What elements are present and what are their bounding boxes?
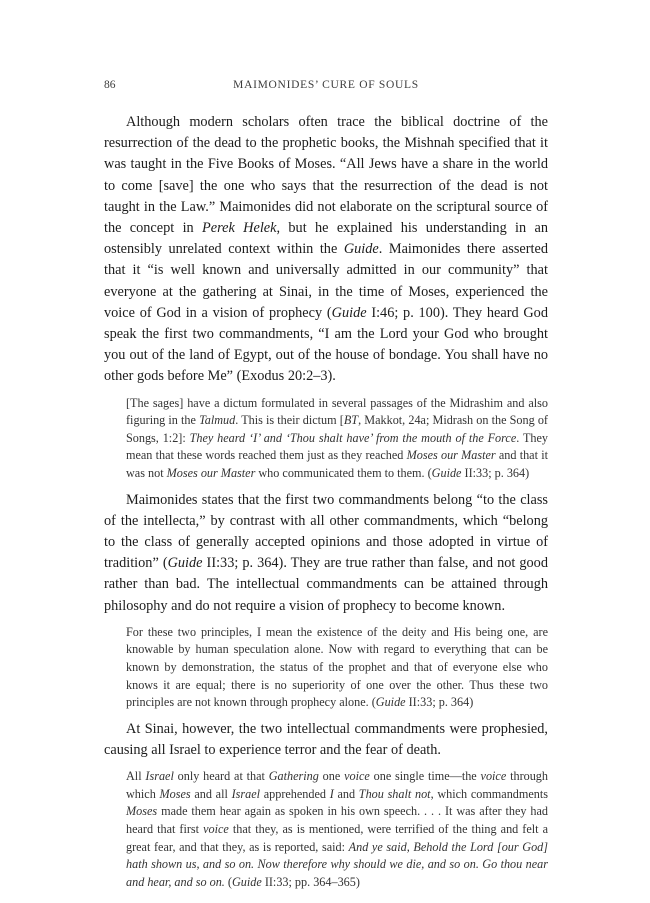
- text-run: All: [126, 769, 146, 784]
- text-run: one: [318, 769, 345, 784]
- text-run: made them hear again as spoken in his own speech. . . . It was after they had heard that first: [126, 804, 548, 836]
- text-run: Moses: [159, 786, 191, 801]
- text-run: Thou shalt not: [358, 786, 431, 801]
- text-run: Talmud: [199, 413, 236, 428]
- text-run: . Maimonides there asserted that it “is well known and universally admitted in our community” that everyone at the gathering at Sinai, in the time of Moses, experienced the voice of God in a vision of prophecy (: [104, 241, 548, 321]
- text-run: , but he explained his understanding in an ostensibly unrelated context within the: [104, 220, 549, 258]
- text-run: and that it was not: [126, 448, 548, 481]
- text-run: II:33; pp. 364–365): [261, 874, 360, 889]
- text-run: They heard ‘I’ and ‘Thou shalt have’ from the mouth of the Force: [189, 430, 517, 445]
- text-run: And ye said, Behold the Lord [our God] hath shown us, and so on. Now therefore why should we die, and so on. Go thou near and hear, and so on.: [126, 839, 548, 889]
- text-run: Moses our Master: [166, 466, 256, 481]
- text-run: Israel: [145, 769, 174, 784]
- text-run: and: [333, 786, 359, 801]
- text-run: Guide: [331, 304, 367, 321]
- text-run: . This is their dictum [: [235, 413, 344, 428]
- text-run: Guide: [343, 241, 379, 258]
- text-run: Perek Helek: [202, 220, 277, 237]
- text-run: Moses our Master: [406, 448, 496, 463]
- text-run: II:33; p. 364): [405, 695, 474, 710]
- page-body: [104, 112, 548, 898]
- text-run: I:46; p. 100). They heard God speak the first two commandments, “I am the Lord your God who brought you out of the land of Egypt, out of the house of bondage. You shall have no other gods before Me” (Exodus 20:2–3).: [104, 304, 548, 385]
- text-run: Israel: [231, 786, 261, 801]
- text-run: Guide: [167, 555, 203, 572]
- text-run: II:33; p. 364). They are true rather than false, and not good rather than bad. The intellectual commandments can be attained through philosophy and do not require a vision of prophecy to become known.: [104, 555, 548, 614]
- text-run: . They mean that these words reached them just as they reached: [126, 430, 548, 463]
- text-run: , Makkot, 24a; Midrash on the Song of Songs, 1:2]:: [126, 413, 548, 445]
- running-header: [104, 79, 548, 95]
- text-run: [The sages] have a dictum formulated in several passages of the Midrashim and also figuring in the: [126, 395, 548, 428]
- block-quote-3: [126, 768, 548, 891]
- text-run: Guide: [431, 466, 462, 481]
- paragraph-2: [104, 490, 548, 617]
- block-quote-2: [126, 624, 548, 712]
- text-run: and all: [190, 786, 232, 801]
- text-run: II:33; p. 364): [461, 466, 530, 481]
- paragraph-1: [104, 112, 548, 388]
- text-run: Moses: [126, 804, 158, 819]
- text-run: that they, as is mentioned, were terrified of the thing and felt a great fear, and that they, as is reported, said:: [126, 821, 548, 854]
- text-run: , which commandments: [430, 786, 548, 801]
- text-run: one single time—the: [369, 769, 481, 784]
- text-run: voice: [344, 769, 370, 784]
- text-run: BT: [343, 413, 359, 428]
- text-run: through which: [126, 769, 548, 801]
- text-run: At Sinai, however, the two intellectual commandments were prophesied, causing all Israel to experience terror and the fear of death.: [104, 720, 548, 758]
- text-run: Guide: [375, 695, 406, 710]
- running-title: MAIMONIDES’ CURE OF SOULS: [233, 79, 419, 91]
- text-run: voice: [480, 769, 507, 784]
- paragraph-3: [104, 719, 548, 761]
- text-run: (: [224, 874, 232, 889]
- text-run: Maimonides states that the first two commandments belong “to the class of the intellecta,” by contrast with all other commandments, which “belong to the class of generally accepted opinions and those adopted in virtue of tradition” (: [104, 491, 548, 572]
- text-run: Although modern scholars often trace the biblical doctrine of the resurrection of the dead to the prophetic books, the Mishnah specified that it was taught in the Five Books of Moses. “All Jews have a share in the world to come [save] the one who says that the resurrection of the dead is not taught in the Law.” Maimonides did not elaborate on the scriptural source of the concept in: [104, 114, 548, 237]
- text-run: I: [329, 786, 334, 801]
- text-run: who communicated them to them. (: [255, 466, 432, 481]
- page-number: 86: [104, 79, 116, 91]
- text-run: apprehended: [260, 786, 330, 801]
- text-run: Gathering: [268, 769, 319, 784]
- text-run: For these two principles, I mean the existence of the deity and His being one, are knowable by human speculation alone. Now with regard to everything that can be known by demonstration, the status of the prophet and that of everyone else who knows it are equal; there is no superiority of one over the other. Thus these two principles are not known through prophecy alone. (: [126, 624, 548, 710]
- block-quote-1: [126, 395, 548, 483]
- text-run: Guide: [231, 874, 262, 889]
- text-run: only heard at that: [173, 769, 269, 784]
- text-run: voice: [203, 821, 229, 836]
